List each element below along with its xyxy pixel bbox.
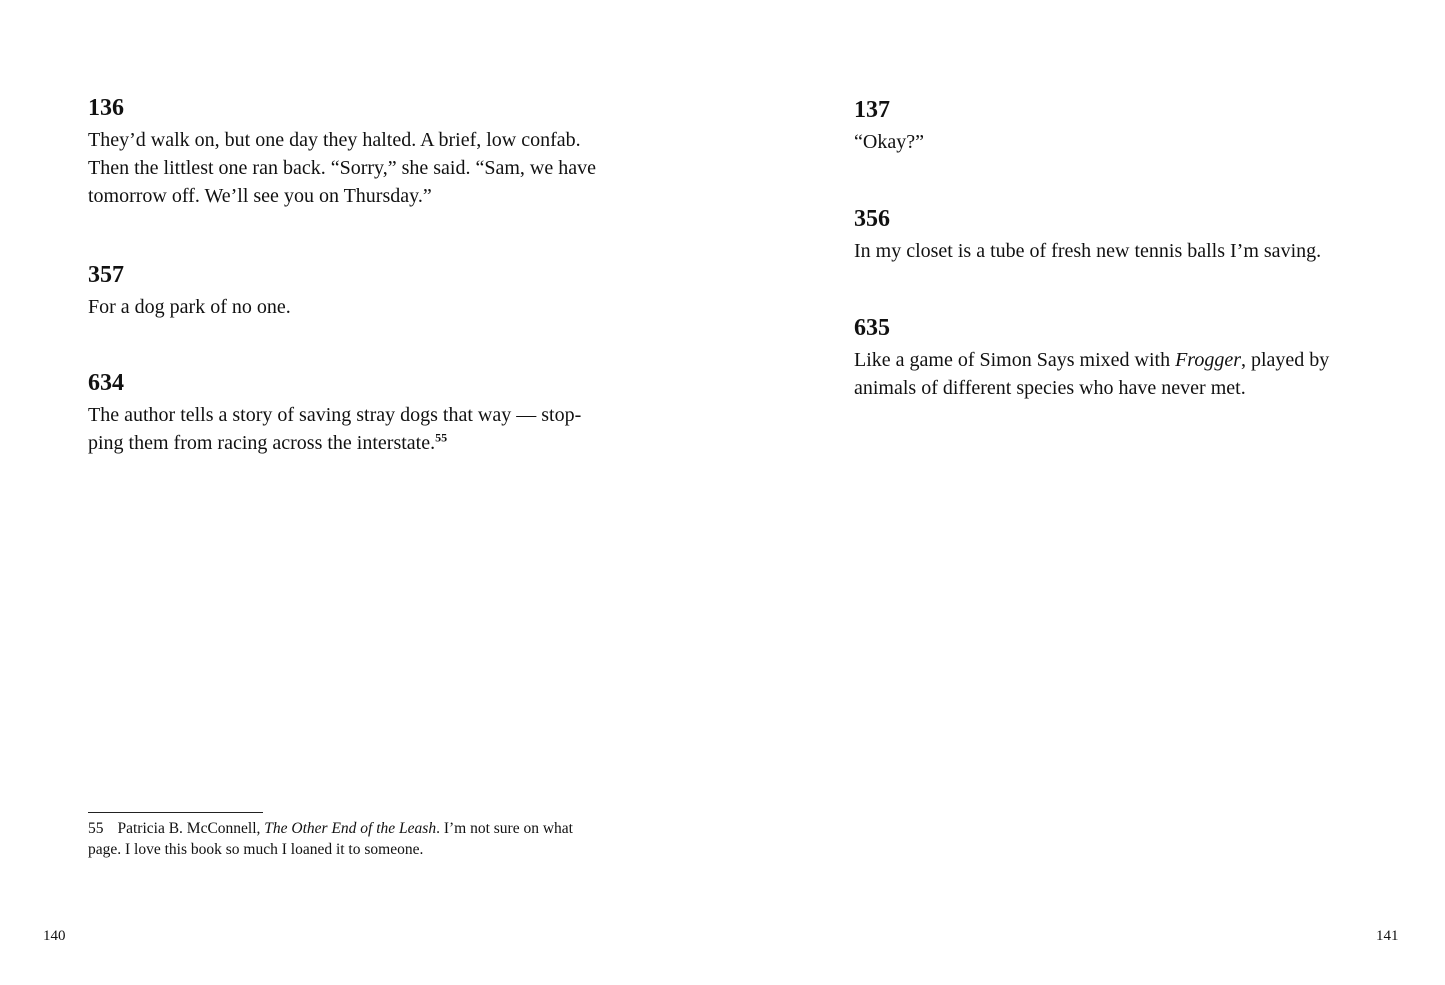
entry-text: For a dog park of no one. <box>88 296 291 318</box>
entry-number: 136 <box>88 95 124 121</box>
footnote: 55 Patricia B. McConnell, The Other End of the Leash. I’m not sure on what page. I love this book so much I loaned it to someone. <box>88 820 573 858</box>
footnote-book-title: The Other End of the Leash <box>264 820 437 837</box>
footnote-reference[interactable]: 55 <box>435 430 448 445</box>
footnote-text: page. I love this book so much I loaned it to someone. <box>88 841 424 858</box>
page-number-right: 141 <box>1376 928 1399 944</box>
entry-number: 357 <box>88 262 124 288</box>
entry-text: The author tells a story of saving stray dogs that way — stop- ping them from racing across the interstate.$^{55}$ <box>88 404 582 454</box>
entry-137 <box>854 96 1364 156</box>
entry-number: 634 <box>88 370 124 396</box>
page-number-left: 140 <box>43 928 66 944</box>
entry-number: 356 <box>854 206 890 232</box>
entry-text: In my closet is a tube of fresh new tennis balls I’m saving. <box>854 240 1322 262</box>
footnote-author: Patricia B. McConnell, <box>117 820 265 837</box>
entry-356 <box>854 205 1364 265</box>
entry-357 <box>88 261 598 321</box>
game-title: Frogger <box>1175 349 1241 371</box>
footnote-number: 55 <box>88 820 104 837</box>
left-page <box>88 0 598 985</box>
entry-text: “Okay?” <box>854 131 924 153</box>
entry-136 <box>88 94 598 210</box>
entry-635 <box>854 314 1364 402</box>
entry-text: Like a game of Simon Says mixed with Frogger, played by animals of different species who have never met. <box>854 349 1330 399</box>
entry-number: 137 <box>854 97 890 123</box>
right-page <box>854 0 1364 985</box>
entry-text: They’d walk on, but one day they halted. A brief, low confab. Then the littlest one ran back. “Sorry,” she said. “Sam, we have tomorrow off. We’ll see you on Thursday.” <box>88 129 596 207</box>
entry-634 <box>88 369 598 457</box>
footnote-divider <box>88 812 263 813</box>
entry-number: 635 <box>854 315 890 341</box>
